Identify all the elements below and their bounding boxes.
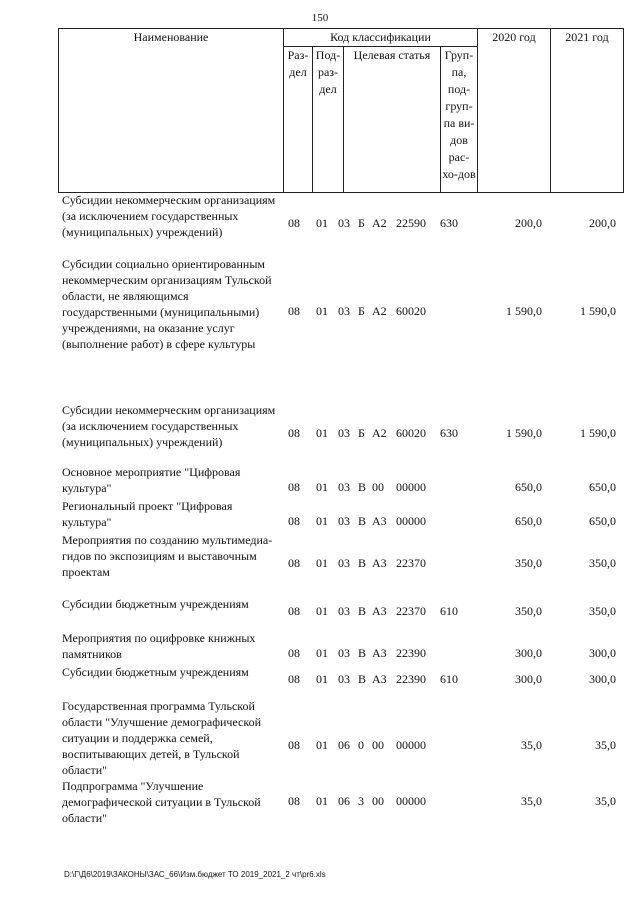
row-amount-y2021: 35,0 xyxy=(595,794,616,808)
row-name: Субсидии бюджетным учреждениям xyxy=(62,665,249,679)
row-amount-y2021: 350,0 xyxy=(589,556,616,570)
row-amount-y2021: 200,0 xyxy=(589,216,616,230)
header-vid-group: Груп-па, под-груп-па ви-дов рас-хо-дов xyxy=(441,47,478,193)
row-razdel: 08 xyxy=(288,514,300,528)
row-amount-y2020: 650,0 xyxy=(515,514,542,528)
row-c3: А3 xyxy=(372,604,387,618)
row-c4: 60020 xyxy=(396,426,426,440)
row-podrazdel: 01 xyxy=(316,480,328,494)
header-razdel: Раз-дел xyxy=(284,47,313,193)
row-razdel: 08 xyxy=(288,480,300,494)
row-c1: 03 xyxy=(338,672,350,686)
row-c2: Б xyxy=(358,304,365,318)
row-razdel: 08 xyxy=(288,738,300,752)
row-amount-y2020: 1 590,0 xyxy=(506,304,542,318)
row-name: Мероприятия по созданию мультимедиа-гидов по экспозициям и выставочным проектам xyxy=(62,533,273,579)
row-c4: 22590 xyxy=(396,216,426,230)
header-name: Наименование xyxy=(59,29,284,193)
row-c2: В xyxy=(358,604,367,618)
row-c1: 06 xyxy=(338,794,350,808)
row-podrazdel: 01 xyxy=(316,426,328,440)
row-c1: 03 xyxy=(338,556,350,570)
row-amount-y2020: 300,0 xyxy=(515,672,542,686)
row-c1: 03 xyxy=(338,216,350,230)
row-vid: 610 xyxy=(440,672,458,686)
file-path: D:\Г\Д6\2019\ЗАКОНЫ\ЗАС_66\Изм.бюджет ТО 2019_2021_2 чт\pr6.xls xyxy=(64,870,326,879)
row-c3: А3 xyxy=(372,646,387,660)
row-c4: 60020 xyxy=(396,304,426,318)
row-name: Региональный проект "Цифровая культура" xyxy=(62,499,233,529)
row-razdel: 08 xyxy=(288,426,300,440)
row-c4: 22370 xyxy=(396,556,426,570)
row-c1: 03 xyxy=(338,304,350,318)
row-name: Субсидии бюджетным учреждениям xyxy=(62,597,249,611)
row-c2: В xyxy=(358,646,367,660)
row-c4: 22370 xyxy=(396,604,426,618)
row-c1: 03 xyxy=(338,646,350,660)
row-c2: 0 xyxy=(358,738,364,752)
row-c4: 00000 xyxy=(396,514,426,528)
row-c1: 06 xyxy=(338,738,350,752)
row-c3: А2 xyxy=(372,216,387,230)
row-amount-y2020: 35,0 xyxy=(521,738,542,752)
row-podrazdel: 01 xyxy=(316,556,328,570)
row-vid: 630 xyxy=(440,216,458,230)
row-c4: 00000 xyxy=(396,794,426,808)
row-podrazdel: 01 xyxy=(316,646,328,660)
row-amount-y2021: 300,0 xyxy=(589,646,616,660)
row-amount-y2021: 1 590,0 xyxy=(580,304,616,318)
row-podrazdel: 01 xyxy=(316,794,328,808)
row-c3: А3 xyxy=(372,514,387,528)
row-podrazdel: 01 xyxy=(316,216,328,230)
row-vid: 630 xyxy=(440,426,458,440)
row-amount-y2020: 200,0 xyxy=(515,216,542,230)
row-podrazdel: 01 xyxy=(316,604,328,618)
header-year-2021: 2021 год xyxy=(551,29,624,193)
row-name: Субсидии некоммерческим организациям (за исключением государственных (муниципальных) учреждений) xyxy=(62,193,276,239)
row-c1: 03 xyxy=(338,604,350,618)
row-razdel: 08 xyxy=(288,604,300,618)
row-c1: 03 xyxy=(338,480,350,494)
row-podrazdel: 01 xyxy=(316,738,328,752)
row-amount-y2020: 650,0 xyxy=(515,480,542,494)
row-c2: В xyxy=(358,556,367,570)
row-c3: А2 xyxy=(372,426,387,440)
row-razdel: 08 xyxy=(288,216,300,230)
header-year-2020: 2020 год xyxy=(478,29,551,193)
row-name: Подпрограмма "Улучшение демографической ситуации в Тульской области" xyxy=(62,779,261,825)
row-amount-y2021: 650,0 xyxy=(589,480,616,494)
row-podrazdel: 01 xyxy=(316,304,328,318)
row-amount-y2020: 1 590,0 xyxy=(506,426,542,440)
row-amount-y2020: 350,0 xyxy=(515,556,542,570)
row-name: Субсидии социально ориентированным некоммерческим организациям Тульской области, не являющимся государственными (муниципальными) учреждениями, на оказание услуг (выполнение работ) в сфере культуры xyxy=(62,257,272,351)
row-c2: В xyxy=(358,514,367,528)
row-c1: 03 xyxy=(338,426,350,440)
row-amount-y2021: 350,0 xyxy=(589,604,616,618)
row-amount-y2020: 35,0 xyxy=(521,794,542,808)
row-vid: 610 xyxy=(440,604,458,618)
row-name: Государственная программа Тульской области "Улучшение демографической ситуации и поддержка семей, воспитывающих детей, в Тульской области" xyxy=(62,699,262,777)
row-razdel: 08 xyxy=(288,646,300,660)
header-podrazdel: Под-раз-дел xyxy=(313,47,344,193)
row-c2: Б xyxy=(358,426,365,440)
row-amount-y2020: 350,0 xyxy=(515,604,542,618)
row-c3: 00 xyxy=(372,738,384,752)
header-code-group: Код классификации xyxy=(284,29,478,47)
row-c4: 00000 xyxy=(396,738,426,752)
row-c4: 22390 xyxy=(396,646,426,660)
row-amount-y2020: 300,0 xyxy=(515,646,542,660)
table-header xyxy=(58,28,624,193)
row-name: Субсидии некоммерческим организациям (за исключением государственных (муниципальных) учреждений) xyxy=(62,403,276,449)
row-name: Мероприятия по оцифровке книжных памятников xyxy=(62,631,256,661)
row-c3: А2 xyxy=(372,304,387,318)
row-c3: 00 xyxy=(372,480,384,494)
row-amount-y2021: 1 590,0 xyxy=(580,426,616,440)
row-c3: А3 xyxy=(372,672,387,686)
row-podrazdel: 01 xyxy=(316,672,328,686)
row-amount-y2021: 35,0 xyxy=(595,738,616,752)
row-amount-y2021: 650,0 xyxy=(589,514,616,528)
row-c4: 00000 xyxy=(396,480,426,494)
row-podrazdel: 01 xyxy=(316,514,328,528)
row-c3: 00 xyxy=(372,794,384,808)
row-razdel: 08 xyxy=(288,304,300,318)
row-amount-y2021: 300,0 xyxy=(589,672,616,686)
row-c2: В xyxy=(358,672,367,686)
row-c3: А3 xyxy=(372,556,387,570)
row-name: Основное мероприятие "Цифровая культура" xyxy=(62,465,241,495)
row-c2: В xyxy=(358,480,367,494)
row-c2: 3 xyxy=(358,794,364,808)
row-razdel: 08 xyxy=(288,672,300,686)
row-c1: 03 xyxy=(338,514,350,528)
header-target: Целевая статья xyxy=(344,47,441,193)
row-c2: Б xyxy=(358,216,365,230)
page-number: 150 xyxy=(311,12,329,24)
row-razdel: 08 xyxy=(288,794,300,808)
row-c4: 22390 xyxy=(396,672,426,686)
row-razdel: 08 xyxy=(288,556,300,570)
